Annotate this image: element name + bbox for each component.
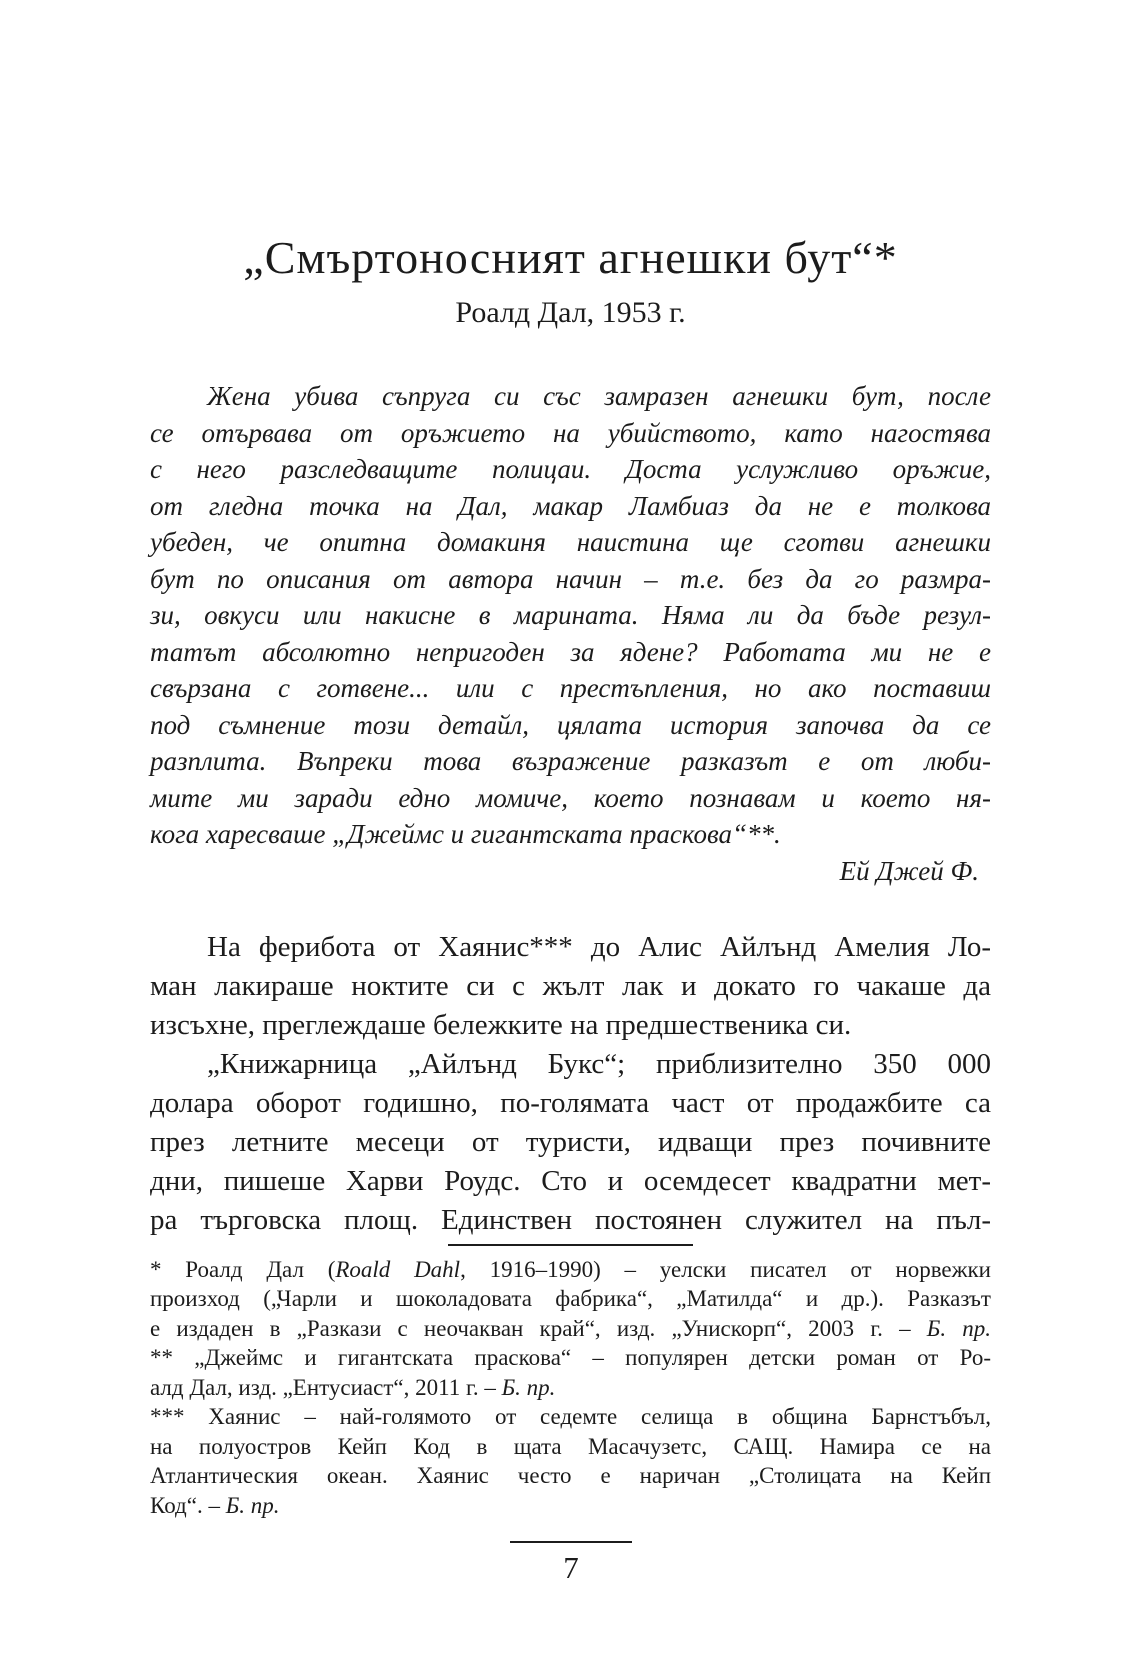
body-paragraph bbox=[150, 1045, 991, 1240]
text-line: от гледна точка на Дал, макар Ламбиаз да не е толкова bbox=[150, 490, 991, 521]
text-line: произход („Чарли и шоколадовата фабрика“, „Матилда“ и др.). Разказът bbox=[150, 1286, 991, 1311]
text-line: * Роалд Дал (Roald Dahl, 1916–1990) – уелски писател от норвежки bbox=[150, 1256, 991, 1282]
text-line: убеден, че опитна домакиня наистина ще сготви агнешки bbox=[150, 527, 991, 557]
text-line: долара оборот годишно, по-голямата част от продажбите са bbox=[150, 1086, 991, 1119]
text-line: ** „Джеймс и гигантската праскова“ – популярен детски роман от Ро- bbox=[150, 1345, 991, 1370]
page-subtitle: Роалд Дал, 1953 г. bbox=[455, 296, 686, 329]
text-line: алд Дал, изд. „Ентусиаст“, 2011 г. – Б. пр. bbox=[150, 1374, 556, 1400]
epigraph bbox=[150, 378, 991, 853]
text-column bbox=[150, 0, 991, 1520]
page-number: 7 bbox=[563, 1550, 579, 1585]
text-line: *** Хаянис – най-голямото от седемте селища в община Барнстъбъл, bbox=[150, 1404, 991, 1429]
text-line: Жена убива съпруга си със замразен агнешки бут, после bbox=[207, 381, 991, 411]
text-line: е издаден в „Разкази с неочакван край“, изд. „Унискорп“, 2003 г. – Б. пр. bbox=[150, 1315, 991, 1341]
epigraph-signature: Ей Джей Ф. bbox=[839, 855, 979, 886]
body-text bbox=[150, 928, 991, 1240]
footer-rule bbox=[510, 1541, 632, 1543]
page-footer bbox=[0, 1541, 1142, 1585]
footnote bbox=[150, 1343, 991, 1402]
text-line: изсъхне, преглеждаше бележките на предшественика си. bbox=[150, 1008, 852, 1041]
text-line: ра търговска площ. Единствен постоянен служител на пъл- bbox=[150, 1203, 991, 1236]
footnote-separator bbox=[448, 1244, 693, 1246]
footnote bbox=[150, 1402, 991, 1520]
text-line: Атлантическия океан. Хаянис често е наричан „Столицата на Кейп bbox=[150, 1463, 991, 1488]
text-line: татът абсолютно непригоден за ядене? Работата ми не е bbox=[150, 636, 991, 667]
text-line: бут по описания от автора начин – т.е. без да го размра- bbox=[150, 563, 991, 594]
text-line: разплита. Въпреки това възражение разказът е от люби- bbox=[150, 746, 991, 776]
text-line: Код“. – Б. пр. bbox=[150, 1492, 280, 1518]
text-line: зи, овкуси или накисне в марината. Няма ли да бъде резул- bbox=[150, 600, 991, 630]
text-line: дни, пишеше Харви Роудс. Сто и осемдесет квадратни мет- bbox=[150, 1164, 991, 1197]
text-line: мите ми заради едно момиче, което познавам и което ня- bbox=[150, 782, 991, 813]
text-line: през летните месеци от туристи, идващи през почивните bbox=[150, 1125, 991, 1158]
text-line: ман лакираше ноктите си с жълт лак и докато го чакаше да bbox=[150, 969, 991, 1002]
text-line: кога харесваше „Джеймс и гигантската праскова“**. bbox=[150, 819, 781, 849]
text-line: под съмнение този детайл, цялата история започва да се bbox=[150, 709, 991, 740]
text-line: с него разследващите полицаи. Доста услужливо оръжие, bbox=[150, 454, 991, 484]
page-title: „Смъртоносният агнешки бут“* bbox=[243, 232, 898, 283]
text-line: се отървава от оръжието на убийството, като нагостява bbox=[150, 417, 991, 448]
text-line: на полуостров Кейп Код в щата Масачузетс, САЩ. Намира се на bbox=[150, 1433, 991, 1459]
footnote bbox=[150, 1255, 991, 1344]
footnotes bbox=[150, 1255, 991, 1521]
text-line: „Книжарница „Айлънд Букс“; приблизително 350 000 bbox=[207, 1047, 991, 1080]
text-line: На ферибота от Хаянис*** до Алис Айлънд Амелия Ло- bbox=[207, 930, 991, 963]
body-paragraph bbox=[150, 928, 991, 1045]
text-line: свързана с готвене... или с престъпления, но ако поставиш bbox=[150, 673, 991, 703]
